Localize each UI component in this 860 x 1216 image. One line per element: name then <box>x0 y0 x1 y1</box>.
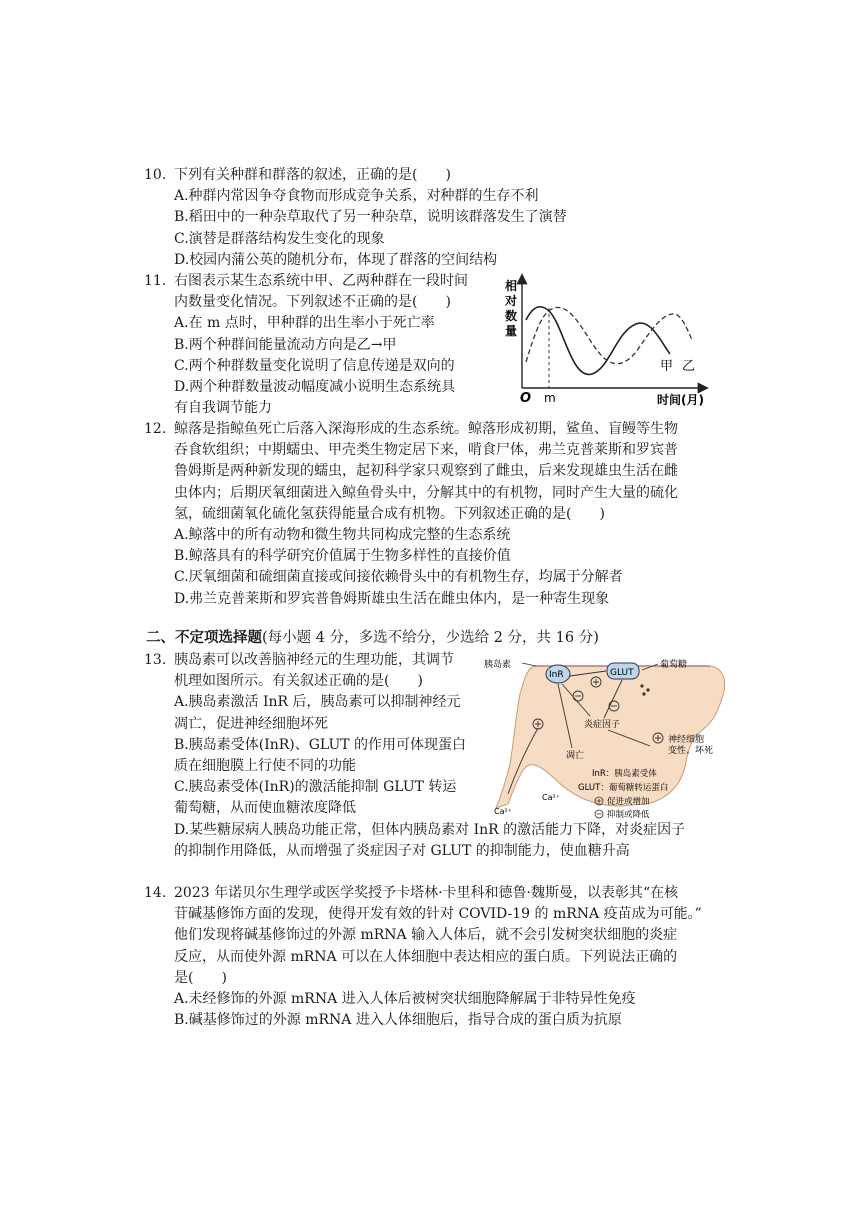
y-label-char: 量 <box>505 324 518 338</box>
option-b: B.碱基修饰过的外源 mRNA 进入人体细胞后，指导合成的蛋白质为抗原 <box>174 1012 622 1029</box>
question-stem-line: 是( ) <box>174 969 227 986</box>
curve-jia <box>526 307 670 375</box>
label-jia: 甲 <box>660 359 674 374</box>
question-stem-line: 机理如图所示。有关叙述正确的是( ) <box>174 673 423 690</box>
question-stem-line: 吞食软组织；中期蠕虫、甲壳类生物定居下来，啃食尸体，弗兰克普莱斯和罗宾普 <box>174 442 678 459</box>
question-number: 13. <box>144 652 167 668</box>
option-b-continued: 质在细胞膜上行使不同的功能 <box>174 758 356 775</box>
question-10 <box>146 165 726 271</box>
glut-label: GLUT <box>610 668 634 678</box>
m-label: m <box>544 391 556 405</box>
option-a: A.胰岛素激活 InR 后，胰岛素可以抑制神经元 <box>174 694 461 711</box>
legend-glut: GLUT：葡萄糖转运蛋白 <box>578 783 669 793</box>
section-note: (每小题 4 分，多选不给分，少选给 2 分，共 16 分) <box>262 630 599 646</box>
option-a: A.种群内常因争夺食物而形成竞争关系，对种群的生存不利 <box>174 188 539 205</box>
curve-yi <box>526 307 692 363</box>
option-c: C.胰岛素受体(InR)的激活能抑制 GLUT 转运 <box>174 779 457 796</box>
question-number: 14. <box>144 885 167 901</box>
section-title: 二、不定项选择题 <box>146 630 262 646</box>
option-a: A.在 m 点时，甲种群的出生率小于死亡率 <box>174 315 435 332</box>
option-b: B.鲸落具有的科学研究价值属于生物多样性的直接价值 <box>174 548 511 565</box>
question-14 <box>146 883 726 1031</box>
origin-label: O <box>520 391 532 406</box>
option-c: C.演替是群落结构发生变化的现象 <box>174 230 385 247</box>
calcium-label: Ca²⁺ <box>542 793 560 802</box>
option-d: D.校园内蒲公英的随机分布，体现了群落的空间结构 <box>174 251 498 268</box>
calcium-label: Ca²⁺ <box>494 807 512 816</box>
option-b: B.稻田中的一种杂草取代了另一种杂草，说明该群落发生了演替 <box>174 209 567 226</box>
question-stem-line: 2023 年诺贝尔生理学或医学奖授予卡塔林·卡里科和德鲁·魏斯曼，以表彰其“在核 <box>174 885 679 901</box>
option-a: A.鲸落中的所有动物和微生物共同构成完整的生态系统 <box>174 527 511 544</box>
question-stem: 下列有关种群和群落的叙述，正确的是( ) <box>174 167 451 183</box>
insulin-pointer <box>522 663 536 666</box>
option-d-continued: 有自我调节能力 <box>174 400 272 417</box>
question-number: 12. <box>144 421 167 437</box>
x-axis-label: 时间(月) <box>657 393 704 407</box>
y-label-char: 对 <box>505 294 518 308</box>
option-d: D.两个种群数量波动幅度减小说明生态系统具 <box>174 379 456 396</box>
necrosis-label-1: 神经细胞 <box>668 735 705 745</box>
question-stem-line: 反应，从而使外源 mRNA 可以在人体细胞中表达相应的蛋白质。下列说法正确的 <box>174 948 678 965</box>
question-number: 11. <box>144 273 167 289</box>
necrosis-label-2: 变性、坏死 <box>668 746 714 756</box>
population-graph <box>500 270 710 410</box>
question-stem-line: 内数量变化情况。下列叙述不正确的是( ) <box>174 294 451 311</box>
question-stem-line: 氢，硫细菌氧化硫化氢获得能量合成有机物。下列叙述正确的是( ) <box>174 505 605 522</box>
glucose-dot <box>640 684 643 687</box>
option-b: B.两个种群间能量流动方向是乙→甲 <box>174 336 397 353</box>
inr-label: InR <box>549 670 564 680</box>
glucose-dot <box>646 688 649 691</box>
question-12 <box>146 419 726 610</box>
legend-plus-text: 促进或增加 <box>607 797 650 807</box>
inflammation-label: 炎症因子 <box>584 720 621 730</box>
insulin-label: 胰岛素 <box>484 660 512 670</box>
option-d-continued: 的抑制作用降低，从而增强了炎症因子对 GLUT 的抑制能力，使血糖升高 <box>174 842 630 859</box>
option-d: D.某些糖尿病人胰岛功能正常，但体内胰岛素对 InR 的激活能力下降，对炎症因子 <box>174 821 686 838</box>
question-stem-line: 右图表示某生态系统中甲、乙两种群在一段时间 <box>174 273 468 289</box>
question-stem-line: 鲸落是指鲸鱼死亡后落入深海形成的生态系统。鲸落形成初期，鲨鱼、盲鳗等生物 <box>174 421 678 437</box>
section-heading <box>146 626 599 647</box>
option-a-continued: 凋亡，促进神经细胞坏死 <box>174 715 328 732</box>
question-stem-line: 他们发现将碱基修饰过的外源 mRNA 输入人体后，就不会引发树突状细胞的炎症 <box>174 927 678 944</box>
option-c-continued: 葡萄糖，从而使血糖浓度降低 <box>174 800 356 817</box>
option-c: C.厌氧细菌和硫细菌直接或间接依赖骨头中的有机物生存，均属于分解者 <box>174 569 623 586</box>
question-number: 10. <box>144 167 167 183</box>
option-a: A.未经修饰的外源 mRNA 进入人体后被树突状细胞降解属于非特异性免疫 <box>174 991 636 1008</box>
glucose-dot <box>642 692 645 695</box>
label-yi: 乙 <box>682 359 696 374</box>
insulin-mechanism-diagram <box>474 654 736 824</box>
legend-minus-text: 抑制或降低 <box>607 810 650 820</box>
question-stem-line: 鲁姆斯是两种新发现的蠕虫，起初科学家只观察到了雌虫，后来发现雄虫生活在雌 <box>174 463 678 480</box>
question-stem-line: 虫体内；后期厌氧细菌进入鲸鱼骨头中，分解其中的有机物，同时产生大量的硫化 <box>174 484 678 501</box>
option-b: B.胰岛素受体(InR)、GLUT 的作用可体现蛋白 <box>174 736 467 753</box>
glucose-label: 葡萄糖 <box>660 660 688 670</box>
y-label-char: 相 <box>505 279 518 293</box>
y-label-char: 数 <box>505 309 518 323</box>
legend-inr: InR：胰岛素受体 <box>592 769 657 779</box>
option-d: D.弗兰克普莱斯和罗宾普鲁姆斯雄虫生活在雌虫体内，是一种寄生现象 <box>174 590 610 607</box>
apoptosis-label: 凋亡 <box>566 751 585 761</box>
question-stem-line: 苷碱基修饰方面的发现，使得开发有效的针对 COVID-19 的 mRNA 疫苗成为可能。” <box>174 906 702 923</box>
question-stem-line: 胰岛素可以改善脑神经元的生理功能，其调节 <box>174 652 454 668</box>
option-c: C.两个种群数量变化说明了信息传递是双向的 <box>174 357 455 374</box>
